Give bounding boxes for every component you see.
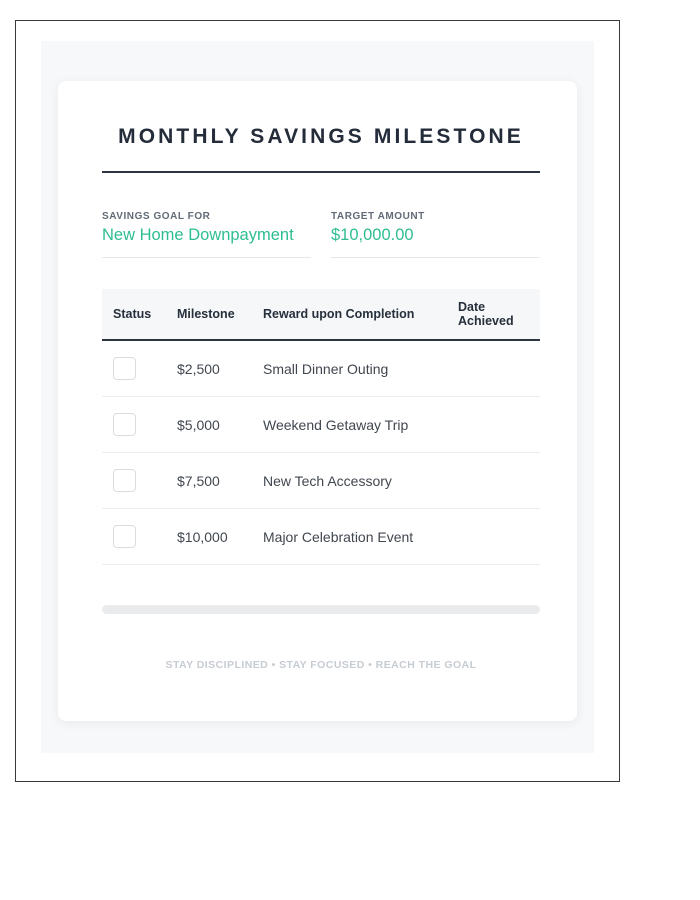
title-divider: [102, 171, 540, 173]
savings-goal-label: SAVINGS GOAL FOR: [102, 211, 211, 222]
milestone-table-body: [102, 340, 540, 565]
milestone-checkbox[interactable]: [113, 469, 136, 492]
savings-goal-field: [102, 210, 311, 258]
table-row: [102, 453, 540, 509]
milestone-table-head: [102, 289, 540, 340]
milestone-checkbox[interactable]: [113, 525, 136, 548]
savings-goal-underline: [102, 257, 311, 258]
savings-progress-bar[interactable]: [102, 605, 540, 614]
column-header-date-achieved: Date Achieved: [458, 289, 540, 340]
backdrop-panel: [41, 41, 594, 753]
cell-status: [102, 340, 177, 397]
table-row: [102, 340, 540, 397]
page-frame: [15, 20, 620, 782]
cell-reward: Small Dinner Outing: [263, 340, 458, 397]
milestone-table: [102, 289, 540, 565]
cell-milestone: $10,000: [177, 509, 263, 565]
cell-reward: Major Celebration Event: [263, 509, 458, 565]
cell-date-achieved[interactable]: [458, 453, 540, 509]
cell-status: [102, 509, 177, 565]
table-row: [102, 509, 540, 565]
footer-tagline: STAY DISCIPLINED • STAY FOCUSED • REACH THE GOAL: [165, 659, 477, 671]
card-content: [102, 81, 540, 721]
page-title: MONTHLY SAVINGS MILESTONE: [118, 125, 524, 148]
milestone-checkbox[interactable]: [113, 413, 136, 436]
cell-milestone: $7,500: [177, 453, 263, 509]
cell-reward: New Tech Accessory: [263, 453, 458, 509]
column-header-status: Status: [102, 289, 177, 340]
savings-milestone-card: [58, 81, 577, 721]
column-header-reward: Reward upon Completion: [263, 289, 458, 340]
target-amount-label: TARGET AMOUNT: [331, 211, 425, 222]
cell-milestone: $5,000: [177, 397, 263, 453]
cell-date-achieved[interactable]: [458, 509, 540, 565]
cell-date-achieved[interactable]: [458, 340, 540, 397]
meta-fields: [102, 210, 540, 258]
cell-reward: Weekend Getaway Trip: [263, 397, 458, 453]
cell-milestone: $2,500: [177, 340, 263, 397]
column-header-milestone: Milestone: [177, 289, 263, 340]
savings-goal-value[interactable]: New Home Downpayment: [102, 226, 294, 244]
target-amount-field: [331, 210, 540, 258]
table-header-row: [102, 289, 540, 340]
milestone-checkbox[interactable]: [113, 357, 136, 380]
target-amount-value[interactable]: $10,000.00: [331, 226, 414, 244]
cell-status: [102, 453, 177, 509]
target-amount-underline: [331, 257, 540, 258]
cell-status: [102, 397, 177, 453]
cell-date-achieved[interactable]: [458, 397, 540, 453]
table-row: [102, 397, 540, 453]
